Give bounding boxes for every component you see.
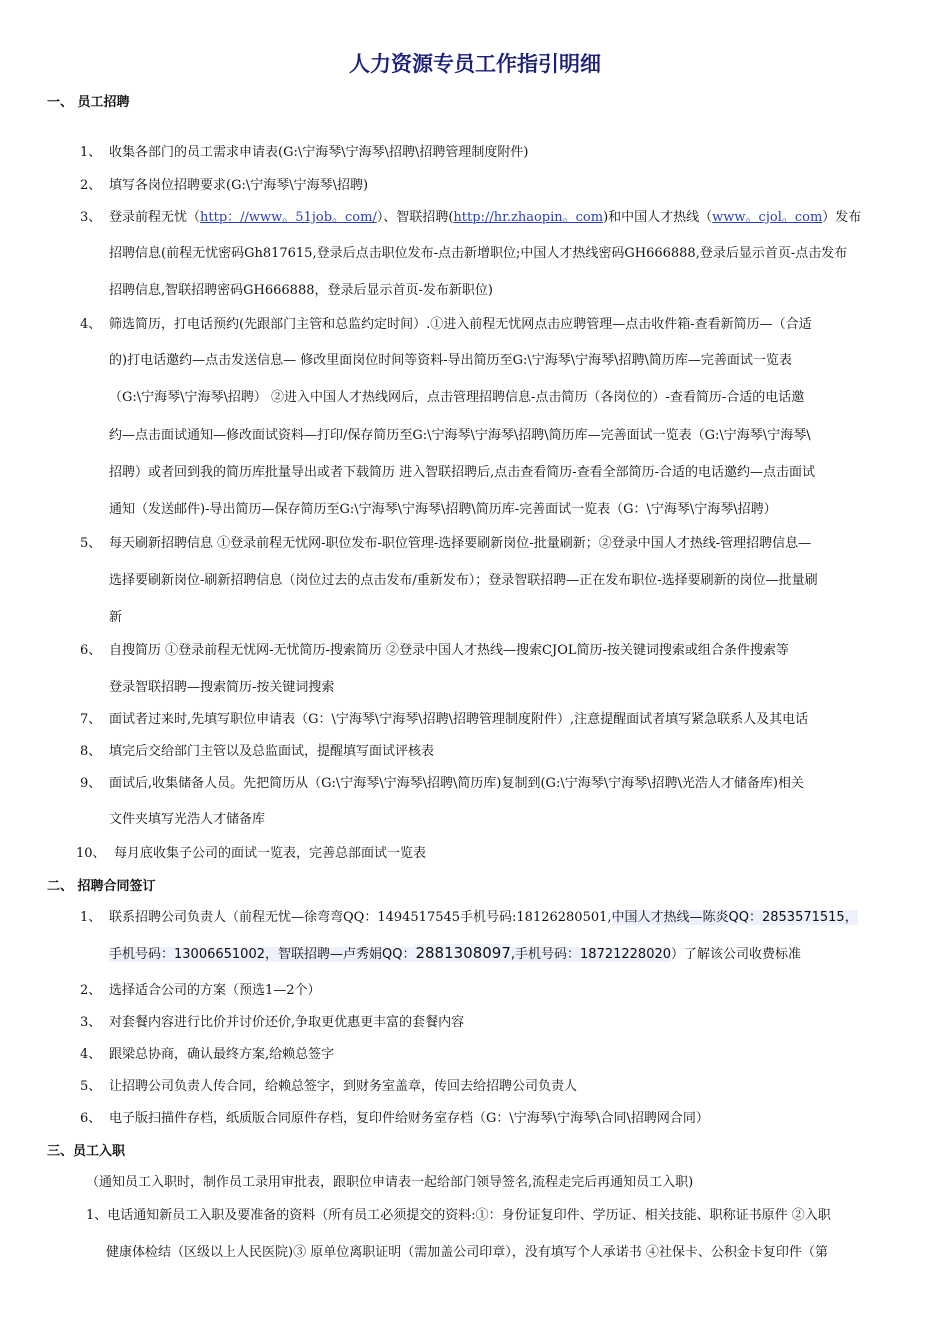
item-number: 8、 (80, 744, 102, 759)
section-heading-onboarding: 三、员工入职 (47, 1144, 126, 1159)
item-number: 10、 (76, 846, 106, 861)
highlighted-qq-number: 2881308097 (415, 944, 511, 962)
item-text: 新 (109, 610, 123, 625)
item-text-part: ）、智联招聘( (376, 210, 454, 225)
item-number: 6、 (80, 1111, 102, 1126)
highlighted-contact-phone: ,手机号码：18721228020 (510, 947, 672, 962)
item-text: 填完后交给部门主管以及总监面试，提醒填写面试评核表 (109, 744, 435, 759)
item-number: 5、 (80, 536, 102, 551)
item-text: 登录智联招聘—搜索简历-按关键词搜索 (109, 680, 335, 695)
highlighted-contact-cjol: 中国人才热线—陈炎QQ：2853571515， (611, 910, 858, 925)
item-text: 每天刷新招聘信息 ①登录前程无忧网-职位发布-职位管理-选择要刷新岗位-批量刷新；②登录中国人才热线-管理招聘信息— (109, 536, 812, 551)
section-heading-contract: 二、 招聘合同签订 (47, 879, 156, 894)
highlighted-contact-phone: 手机号码：13006651002，智联招聘—卢秀娟QQ： (109, 947, 416, 962)
item-text: 自搜简历 ①登录前程无忧网-无忧简历-搜索简历 ②登录中国人才热线—搜索CJOL简历-按关键词搜索或组合条件搜索等 (109, 643, 789, 658)
item-text: 收集各部门的员工需求申请表(G:\宁海琴\宁海琴\招聘\招聘管理制度附件) (109, 145, 529, 160)
item-text: 选择适合公司的方案（预选1—2个） (109, 983, 321, 998)
item-number: 3、 (80, 1015, 102, 1030)
item-text: （G:\宁海琴\宁海琴\招聘） ②进入中国人才热线网后，点击管理招聘信息-点击简历（各岗位的）-查看简历-合适的电话邀 (109, 390, 805, 405)
onboarding-paragraph: 1、电话通知新员工入职及要准备的资料（所有员工必须提交的资料:①：身份证复印件、学历证、相关技能、职称证书原件 ②入职 (86, 1208, 831, 1223)
item-text: 让招聘公司负责人传合同，给赖总签字，到财务室盖章，传回去给招聘公司负责人 (109, 1079, 578, 1094)
item-text: 电子版扫描件存档，纸质版合同原件存档，复印件给财务室存档（G：\宁海琴\宁海琴\合同\招聘网合同） (109, 1111, 709, 1126)
item-text: 填写各岗位招聘要求(G:\宁海琴\宁海琴\招聘) (109, 178, 369, 193)
item-text: 选择要刷新岗位-刷新招聘信息（岗位过去的点击发布/重新发布）；登录智联招聘—正在发布职位-选择要刷新的岗位—批量刷 (109, 573, 818, 588)
item-number: 1、 (80, 910, 102, 925)
item-text: 文件夹填写光浩人才储备库 (109, 812, 266, 827)
item-number: 4、 (80, 1047, 102, 1062)
item-text: 的)打电话邀约—点击发送信息— 修改里面岗位时间等资料-导出简历至G:\宁海琴\宁海琴\招聘\简历库—完善面试一览表 (109, 353, 792, 368)
item-number: 2、 (80, 178, 102, 193)
item-text-part: )和中国人才热线（ (603, 210, 713, 225)
item-text: 约—点击面试通知—修改面试资料—打印/保存简历至G:\宁海琴\宁海琴\招聘\简历库—完善面试一览表（G:\宁海琴\宁海琴\ (109, 428, 811, 443)
link-51job[interactable]: http：//www。51job。com/ (200, 210, 377, 225)
item-text-part: 联系招聘公司负责人（前程无忧—徐弯弯QQ：1494517545手机号码:18126280501, (109, 910, 612, 925)
item-text (109, 206, 861, 225)
item-number: 5、 (80, 1079, 102, 1094)
item-number: 4、 (80, 317, 102, 332)
document-title: 人力资源专员工作指引明细 (349, 52, 601, 76)
item-text: 招聘信息(前程无忧密码Gh817615,登录后点击职位发布-点击新增职位;中国人才热线密码GH666888,登录后显示首页-点击发布 (109, 246, 848, 261)
item-text: 跟梁总协商，确认最终方案,给赖总签字 (109, 1047, 335, 1062)
item-text (109, 906, 858, 925)
link-cjol[interactable]: www。cjol。com (712, 210, 823, 225)
item-text: 招聘信息,智联招聘密码GH666888，登录后显示首页-发布新职位) (109, 283, 493, 298)
item-text: 面试者过来时,先填写职位申请表（G：\宁海琴\宁海琴\招聘\招聘管理制度附件）,注意提醒面试者填写紧急联系人及其电话 (109, 712, 809, 727)
item-text-part: 登录前程无忧（ (109, 210, 201, 225)
item-number: 9、 (80, 776, 102, 791)
item-number: 1、 (80, 145, 102, 160)
link-zhaopin[interactable]: http://hr.zhaopin。com (453, 210, 604, 225)
item-text: 对套餐内容进行比价并讨价还价,争取更优惠更丰富的套餐内容 (109, 1015, 465, 1030)
item-text: 每月底收集子公司的面试一览表，完善总部面试一览表 (114, 846, 427, 861)
section-heading-recruitment: 一、 员工招聘 (47, 95, 130, 110)
item-number: 2、 (80, 983, 102, 998)
onboarding-paragraph-continuation: 健康体检结（区级以上人民医院)③ 原单位离职证明（需加盖公司印章），没有填写个人承诺书 ④社保卡、公积金卡复印件（第 (106, 1245, 828, 1260)
item-number: 7、 (80, 712, 102, 727)
item-number: 3、 (80, 210, 102, 225)
item-text: 招聘）或者回到我的简历库批量导出或者下载简历 进入智联招聘后,点击查看简历-查看全部简历-合适的电话邀约—点击面试 (109, 465, 816, 480)
item-text-part: ）了解该公司收费标准 (671, 947, 802, 962)
item-text: 筛选简历，打电话预约(先跟部门主管和总监约定时间）.①进入前程无忧网点击应聘管理—点击收件箱-查看新简历—（合适 (109, 317, 812, 332)
item-number: 6、 (80, 643, 102, 658)
item-text: 通知（发送邮件)-导出简历—保存简历至G:\宁海琴\宁海琴\招聘\简历库-完善面试一览表（G：\宁海琴\宁海琴\招聘） (109, 502, 777, 517)
item-text: 面试后,收集储备人员。先把简历从（G:\宁海琴\宁海琴\招聘\简历库)复制到(G:\宁海琴\宁海琴\招聘\光浩人才储备库)相关 (109, 776, 804, 791)
onboarding-note: （通知员工入职时，制作员工录用审批表，跟职位申请表一起给部门领导签名,流程走完后再通知员工入职) (86, 1175, 694, 1190)
item-text-part: ）发布 (822, 210, 862, 225)
item-text (109, 943, 801, 962)
